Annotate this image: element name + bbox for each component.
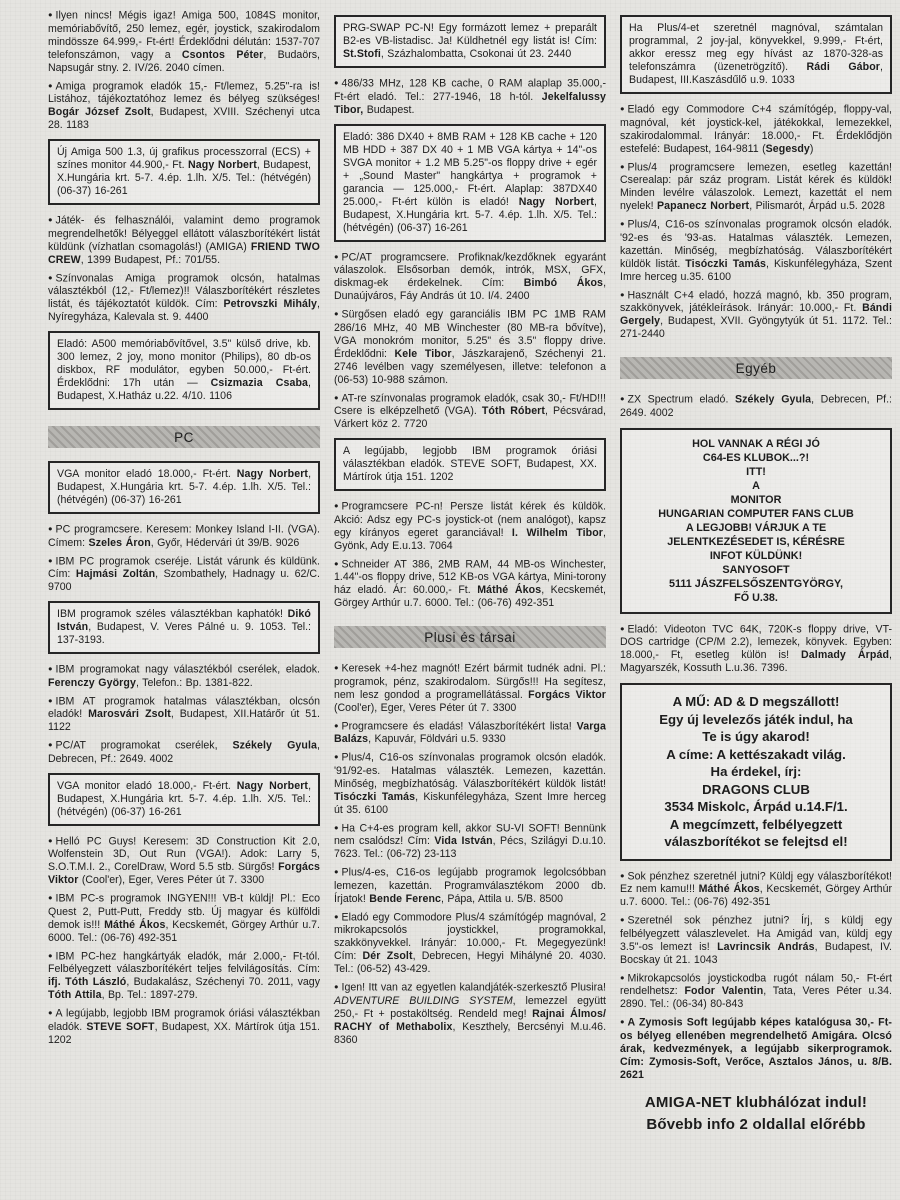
boxed-ad-text: A legújabb, legjobb IBM programok óriási választékban eladók. STEVE SOFT, Budapest, XX. Mártírok útja 151. 1202: [343, 445, 597, 483]
bullet-icon: ●: [48, 272, 53, 282]
classified-ad: ● Programcsere PC-n! Persze listát kérek és küldök. Akció: Adsz egy PC-s joystick-ot (nem analógot), kapsz egy kírányos egeret garanciával! I. Wilhelm Tibor, Gyönk, Ady E.u.13. 7064: [334, 500, 606, 552]
bullet-icon: ●: [48, 555, 53, 565]
bullet-icon: ●: [620, 870, 625, 880]
column-1: [48, 8, 320, 1192]
club-ad-line: A: [752, 479, 760, 492]
boxed-ad-text: Új Amiga 500 1.3, új grafikus processzorral (ECS) + színes monitor 44.900,- Ft. Nagy Norbert, Budapest, X.Hungária krt. 5-7. 4.ép. 1.lh. X/5. Tel.: (hétvégén) (06-37) 16-261: [57, 146, 311, 197]
bullet-icon: ●: [620, 394, 625, 403]
classified-ad: ● Helló PC Guys! Keresem: 3D Construction Kit 2.0, Wolfenstein 3D, Out Run (VGA!). Adok: Larry 5, S.O.T.M.I. 2., CorelDraw, Word 5.5 stb. Sürgős! Forgács Viktor (Cool'er), Eger, Veres Péter út 7. 3300: [48, 835, 320, 886]
classified-ad: ● IBM PC-hez hangkártyák eladók, már 2.000,- Ft-tól. Felbélyegzett válaszborítékért teljes felvilágosítás. Cím: ifj. Tóth László, Budakalász, Széchenyi 70. 2011, vagy Tóth Attila, Bp. Tel.: 1897-279.: [48, 950, 320, 1001]
classified-ad: ● Plus/4, C16-os színvonalas programok olcsón eladók. '92-es és '93-as. Hatalmas választék. Lemezen, kazettán. Minőség, megbízhatóság. Válaszborítékért küldök listát. Tisóczki Tamás, Kiskunfélegyháza, Szent Imre herceg u.35. 6100: [620, 218, 892, 283]
classified-ad: ● Eladó egy Commodore C+4 számítógép, floppy-val, magnóval, két joystick-kel, játékokkal, lemezekkel, szakirodalommal. Irányár: 18.000,- Ft. Érdeklődjön estefelé: Budapest, 164-9811 (Segesdy): [620, 103, 892, 155]
bullet-icon: ●: [620, 1017, 625, 1026]
bullet-icon: ●: [334, 251, 339, 261]
bullet-icon: ●: [48, 1008, 53, 1017]
classified-ad: ● IBM AT programok hatalmas választékban, olcsón eladók! Marosvári Zsolt, Budapest, XII.Határőr út 51. 1122: [48, 695, 320, 733]
classified-ad: ● A Zymosis Soft legújabb képes katalógusa 30,- Ft-os bélyeg ellenében megrendelhető Amigára. Olcsó árak, kedvezmények, a legújabb sikerprogramok. Cím: Zymosis-Soft, Verőce, Asztalos János, u. 8/B. 2621: [620, 1016, 892, 1081]
classified-ad: ● 486/33 MHz, 128 KB cache, 0 RAM alaplap 35.000,- Ft-ért eladó. Tel.: 277-1946, 18 h-tól. Jekelfalussy Tibor, Budapest.: [334, 77, 606, 116]
classified-ad: ● Plus/4 programcsere lemezen, esetleg kazettán! Cserealap: pár száz program. Listát kérek és küldök! Minden levélre válaszolok. Lemezt, kazettát el nem nyelek! Papanecz Norbert, Pilismarót, Árpád u.5. 2028: [620, 161, 892, 212]
bullet-icon: ●: [48, 10, 53, 19]
boxed-ad: [334, 438, 606, 491]
column-3: [620, 8, 892, 1192]
club-ad-line: Ha érdekel, írj:: [710, 764, 802, 779]
classified-ad: ● Programcsere és eladás! Válaszborítékért lista! Varga Balázs, Kapuvár, Földvári u.5. 9330: [334, 720, 606, 745]
classified-ad: ● Mikrokapcsolós joystickodba rugót nálam 50,- Ft-ért rendelhetsz: Fodor Valentin, Tata, Veres Péter u.34. 2890. Tel.: (06-34) 80-843: [620, 972, 893, 1010]
club-ad-line: A LEGJOBB! VÁRJUK A TE: [685, 521, 827, 534]
boxed-ad-text: PRG-SWAP PC-N! Egy formázott lemez + preparált B2-es VB-listadisc. Ja! Küldhetnél egy listát is! Cím: St.Stofi, Százhalombatta, Csokonai út 23. 2440: [343, 22, 597, 60]
club-ad-line: INFOT KÜLDÜNK!: [709, 549, 803, 562]
bullet-icon: ●: [620, 289, 625, 299]
bullet-icon: ●: [48, 524, 53, 533]
club-ad-line: A MŰ: AD & D megszállott!: [672, 694, 840, 709]
classified-ad: ● Sürgősen eladó egy garanciális IBM PC 1MB RAM 286/16 MHz, 40 MB Winchester (80 MB-ra bővítve), VGA monokróm monitor, 5.25" és 3.5" floppy drive. Érdeklődni: Kele Tibor, Jászkarajenő, Széchenyi 21. 2746 levélben vagy személyesen, illetve: telefonon a (06-53) 10-988 számon.: [334, 308, 606, 386]
boxed-ad-text: VGA monitor eladó 18.000,- Ft-ért. Nagy Norbert, Budapest, X.Hungária krt. 5-7. 4.ép. 1.lh. X/5. Tel.: (hétvégén) (06-37) 16-261: [57, 468, 312, 506]
bullet-icon: ●: [334, 752, 339, 761]
club-ad-line: 3534 Miskolc, Árpád u.14.F/1.: [664, 799, 848, 814]
club-ad-line: Te is úgy akarod!: [702, 729, 810, 744]
classified-ad: ● Szeretnél sok pénzhez jutni? Írj, s küldj egy felbélyegzett válaszlevelet. Ha Amigád van, küldj egy 3.5"-os lemezt is! Lavrincsik András, Budapest, IV. Bocskay út 21. 1043: [620, 914, 892, 966]
classified-ad: ● IBM programokat nagy választékból cserélek, eladok. Ferenczy György, Telefon.: Bp. 1381-822.: [48, 663, 320, 689]
classified-ad: ● Plus/4-es, C16-os legújabb programok legolcsóbban lemezen, kazettán. Programválasztékom 2000 db. Írjatok! Bende Ferenc, Pápa, Attila u. 5/B. 8500: [334, 866, 606, 905]
boxed-ad-text: VGA monitor eladó 18.000,- Ft-ért. Nagy Norbert, Budapest, X.Hungária krt. 5-7. 4.ép. 1.lh. X/5. Tel.: (hétvégén) (06-37) 16-261: [57, 779, 312, 818]
bullet-icon: ●: [334, 392, 339, 402]
club-ad-line: FŐ U.38.: [734, 591, 778, 604]
section-header-egy-b: [620, 357, 892, 379]
club-ad-line: HOL VANNAK A RÉGI JÓ: [692, 437, 820, 450]
bullet-icon: ●: [48, 835, 53, 845]
boxed-ad: [620, 15, 892, 94]
section-header-pc: [48, 426, 320, 448]
bullet-icon: ●: [620, 104, 625, 113]
classified-ad: ● Színvonalas Amiga programok olcsón, hatalmas választékból (12,- Ft/lemez)!! Válaszborítékért részletes listát, és tájékoztatót küldök. Cím: Petrovszki Mihály, Nyíregyháza, Kalevala st. 9. 4400: [48, 272, 320, 323]
bullet-icon: ●: [334, 982, 339, 991]
bullet-icon: ●: [48, 740, 53, 749]
footer-announcement-line: AMIGA-NET klubhálózat indul!: [644, 1093, 868, 1111]
club-ad-box: [620, 428, 892, 614]
bullet-icon: ●: [620, 972, 625, 982]
classified-ad: ● Eladó egy Commodore Plus/4 számítógép magnóval, 2 mikrokapcsolós joystickkel, programokkal, szakkönyvekkel. Irányár: 10.000,- Ft. Megegyezünk! Cím: Dér Zsolt, Debrecen, Hegyi Mihályné 20. 4030. Tel.: (06-52) 43-429.: [334, 911, 606, 975]
club-ad-line: SANYOSOFT: [722, 563, 790, 576]
classified-ad: ● ZX Spectrum eladó. Székely Gyula, Debrecen, Pf.: 2649. 4002: [620, 393, 892, 419]
classified-ad: ● PC/AT programokat cserélek, Székely Gyula, Debrecen, Pf.: 2649. 4002: [48, 739, 320, 765]
boxed-ad: [48, 601, 320, 654]
classified-ad: ● Sok pénzhez szeretnél jutni? Küldj egy válaszborítékot! Ez nem kamu!!! Máthé Ákos, Kecskemét, Görgey Arthúr u.7. 6000. Tel.: (06-76) 492-351: [620, 870, 892, 908]
bullet-icon: ●: [48, 215, 53, 224]
boxed-ad-text: Ha Plus/4-et szeretnél magnóval, számtalan programmal, 2 joy-jal, könyvekkel, 9.999,- Ft-ért, akkor eressz meg egy hívást az 1870-328-as telefonszámra (üzenetrögzítő). Rádi Gábor, Budapest, III.Kaszásdűlő u.9. 1033: [629, 22, 883, 86]
classified-ad: ● Ilyen nincs! Mégis igaz! Amiga 500, 1084S monitor, memóriabővítő, 250 lemez, egér, joystick, szakirodalom mindössze 64.999,- Ft-ért! Érdeklődni délután: 1537-707 telefonszámon, vagy a Csontos Péter, Budaörs, Napsugár stny. 2. IV/26. 2040 címen.: [48, 9, 320, 74]
classified-ad: ● PC/AT programcsere. Profiknak/kezdőknek egyaránt válaszolok. Elsősorban demók, intrók, MSX, GFX, diskmag-ek érdekelnek. Cím: Bimbó Ákos, Dunaújváros, Fáy András út 10. I/4. 2400: [334, 251, 607, 302]
bullet-icon: ●: [620, 623, 625, 633]
bullet-icon: ●: [334, 720, 339, 730]
dragons-club-ad-box: [620, 683, 892, 861]
classified-ad: ● Használt C+4 eladó, hozzá magnó, kb. 350 program, szakkönyvek, játékleírások. Irányár: 10.000,- Ft. Bándi Gergely, Budapest, XVII. Gyöngytyúk út 51. 1172. Tel.: 271-2440: [620, 289, 892, 340]
club-ad-line: 5111 JÁSZFELSŐSZENTGYÖRGY,: [668, 577, 843, 590]
bullet-icon: ●: [620, 915, 625, 924]
section-header-label: Plusi és társai: [424, 630, 516, 645]
club-ad-line: Egy új levelezős játék indul, ha: [659, 711, 853, 727]
classified-ad: ● Schneider AT 386, 2MB RAM, 44 MB-os Winchester, 1.44"-os floppy drive, 512 KB-os VGA kártya, Mini-torony ház eladó. Ár: 60.000,- Ft. Máthé Ákos, Kecskemét, Görgey Arthúr u.7. 6000. Tel.: (06-76) 492-351: [334, 558, 606, 609]
club-ad-line: ITT!: [746, 465, 766, 478]
club-ad-line: C64-ES KLUBOK...?!: [702, 451, 810, 464]
bullet-icon: ●: [620, 161, 625, 171]
club-ad-line: DRAGONS CLUB: [702, 781, 810, 797]
classified-ad: ● A legújabb, legjobb IBM programok óriási választékban eladók. STEVE SOFT, Budapest, XX. Mártírok útja 151. 1202: [48, 1007, 320, 1046]
boxed-ad-text: IBM programok széles választékban kaphatók! Dikó István, Budapest, V. Veres Pálné u. 9. 1053. Tel.: 137-3193.: [57, 608, 311, 646]
club-ad-line: válaszborítékot se felejtsd el!: [664, 834, 848, 849]
boxed-ad: [48, 139, 320, 205]
bullet-icon: ●: [48, 950, 53, 960]
classified-ad: ● IBM PC programok cseréje. Listát várunk és küldünk. Cím: Hajmási Zoltán, Szombathely, Hadnagy u. 62/C. 9700: [48, 555, 320, 593]
bullet-icon: ●: [48, 893, 53, 902]
club-ad-line: MONITOR: [730, 493, 782, 506]
bullet-icon: ●: [48, 695, 53, 705]
bullet-icon: ●: [620, 219, 625, 228]
club-ad-line: A megcímzett, felbélyegzett: [669, 816, 843, 832]
classified-ad: ● Keresek +4-hez magnót! Ezért bármit tudnék adni. Pl.: programok, pénz, szakirodalom. Sürgős!!! Ha segítesz, nem lesz gondod a programellátással. Forgács Viktor (Cool'er), Eger, Veres Péter út 7. 3300: [334, 662, 606, 714]
bullet-icon: ●: [334, 501, 339, 510]
classified-ad: ● Igen! Itt van az egyetlen kalandjáték-szerkesztő Plusira! ADVENTURE BUILDING SYSTEM, lemezzel együtt 250,- Ft + postaköltség. Rendeld meg! Rajnai Álmos/ RACHY of Methabolix, Keszthely, Bercsényi M.u.46. 8360: [334, 981, 607, 1046]
boxed-ad-text: Eladó: 386 DX40 + 8MB RAM + 128 KB cache + 120 MB HDD + 387 DX 40 + 1 MB VGA kártya + 14"-os SVGA monitor + 1.2 MB 5.25"-os floppy drive + egér + „Sound Master" hangkártya + programok + garancia — 125.000,- Ft-ért. Alaplap: 387DX40 25.000,- Ft-ért külön is eladó! Nagy Norbert, Budapest, X.Hungária krt. 5-7. 4.ép. 1.lh. X/5. Tel.: (hétvégén) (06-37) 16-261: [343, 130, 597, 234]
boxed-ad: [334, 15, 606, 68]
column-2: [334, 8, 606, 1192]
section-header-label: PC: [174, 430, 194, 445]
classified-ad: ● Plus/4, C16-os színvonalas programok olcsón eladók. '91/92-es. Hatalmas választék. Lemezen, kazettán. Minőség, megbízhatóság. Válaszborítékért küldök listát! Tisóczki Tamás, Kiskunfélegyháza, Szent Imre herceg út 35. 6100: [334, 751, 607, 816]
section-header-plusi-s-t-rsai: [334, 626, 606, 648]
bullet-icon: ●: [334, 911, 339, 921]
boxed-ad-text: Eladó: A500 memóriabővítővel, 3.5" külső drive, kb. 300 lemez, 2 joy, mono monitor (Philips), 80 db-os diskbox, RF modulátor, egyben 50.000,- Ft-ért. Érdeklődni: 17h után — Csizmazia Csaba, Budapest, X.Hatház u.22. 4/10. 1106: [57, 338, 311, 402]
boxed-ad: [48, 773, 320, 826]
footer-announcement: [620, 1092, 892, 1136]
classified-ad: ● IBM PC-s programok INGYEN!!! VB-t küldj! Pl.: Eco Quest 2, Putt-Putt, Freddy stb. Új magyar és külföldi demok is!!! Máthé Ákos, Kecskemét, Görgey Arthúr u.7. 6000. Tel.: (06-76) 492-351: [48, 892, 320, 944]
boxed-ad: [334, 124, 606, 242]
boxed-ad: [48, 461, 320, 514]
bullet-icon: ●: [334, 867, 339, 876]
classified-ad: ● Ha C+4-es program kell, akkor SU-VI SOFT! Bennünk nem csalódsz! Cím: Vida István, Pécs, Szilágyi D.u.10. 7623. Tel.: (06-72) 23-113: [334, 822, 606, 860]
section-header-label: Egyéb: [735, 361, 777, 376]
bullet-icon: ●: [334, 309, 339, 318]
classified-ad: ● Játék- és felhasználói, valamint demo programok megrendelhetők! Bélyeggel ellátott válaszborítékért listát küldünk (vízhatlan csomagolás!) (AMIGA) FRIEND TWO CREW, 1399 Budapest, Pf.: 701/55.: [48, 214, 320, 266]
boxed-ad: [48, 331, 320, 410]
bullet-icon: ●: [334, 78, 339, 87]
club-ad-line: JELENTKEZÉSEDET IS, KÉRÉSRE: [667, 535, 845, 548]
classified-ad: ● Eladó: Videoton TVC 64K, 720K-s floppy drive, VT-DOS cartridge (CP/M 2.2), lemezek, könyvek. Egyben: 18.000,- Ft, esetleg külön is! Dalmady Árpád, Magyarszék, Kossuth L.u.36. 7396.: [620, 623, 892, 674]
bullet-icon: ●: [48, 80, 53, 90]
club-ad-line: A címe: A kettészakadt világ.: [666, 746, 846, 762]
classified-ad: ● AT-re színvonalas programok eladók, csak 30,- Ft/HD!!! Csere is elképzelhető (VGA). Tóth Róbert, Pécsvárad, Várkert köz 2. 7720: [334, 392, 607, 430]
bullet-icon: ●: [334, 558, 339, 568]
classified-ad: ● Amiga programok eladók 15,- Ft/lemez, 5.25"-ra is! Listához, tájékoztatóhoz lemez és bélyeg szükséges! Bogár József Zsolt, Budapest, XVIII. Széchenyi utca 28. 1183: [48, 80, 320, 131]
bullet-icon: ●: [334, 822, 339, 832]
classified-ad: ● PC programcsere. Keresem: Monkey Island I-II. (VGA). Címem: Szeles Áron, Győr, Hédervári út 39/B. 9026: [48, 523, 320, 549]
bullet-icon: ●: [48, 664, 53, 673]
club-ad-line: HUNGARIAN COMPUTER FANS CLUB: [658, 507, 854, 520]
footer-announcement-line: Bővebb info 2 oldallal előrébb: [646, 1115, 866, 1133]
bullet-icon: ●: [334, 663, 339, 672]
